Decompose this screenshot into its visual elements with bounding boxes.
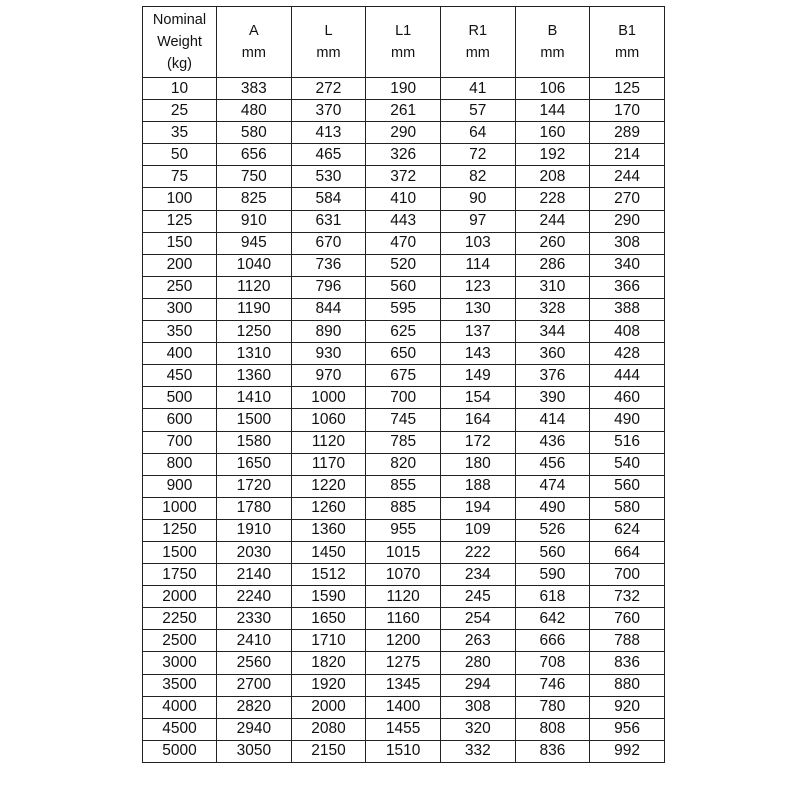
cell-l: 1590 [291,586,366,608]
cell-r1: 90 [440,188,515,210]
cell-a: 750 [217,166,292,188]
cell-r1: 245 [440,586,515,608]
cell-a: 383 [217,78,292,100]
cell-a: 2330 [217,608,292,630]
cell-l1: 855 [366,475,441,497]
cell-nominal-weight: 2000 [143,586,217,608]
cell-a: 580 [217,122,292,144]
cell-b1: 388 [590,298,665,320]
header-col-unit: mm [316,45,341,61]
cell-l1: 372 [366,166,441,188]
cell-b: 160 [515,122,590,144]
cell-l: 970 [291,365,366,387]
cell-a: 2700 [217,674,292,696]
cell-b1: 460 [590,387,665,409]
dimension-table [142,6,665,763]
cell-l1: 326 [366,144,441,166]
cell-b1: 490 [590,409,665,431]
cell-r1: 263 [440,630,515,652]
cell-b1: 540 [590,453,665,475]
cell-nominal-weight: 900 [143,475,217,497]
cell-l: 1450 [291,541,366,563]
cell-nominal-weight: 125 [143,210,217,232]
cell-b: 208 [515,166,590,188]
cell-b: 144 [515,100,590,122]
cell-nominal-weight: 250 [143,276,217,298]
cell-r1: 222 [440,541,515,563]
table-row [143,166,665,188]
table-row [143,674,665,696]
table-row [143,122,665,144]
cell-nominal-weight: 300 [143,298,217,320]
cell-l1: 520 [366,254,441,276]
cell-nominal-weight: 700 [143,431,217,453]
cell-b1: 516 [590,431,665,453]
header-col-name: A [248,23,259,39]
table-row [143,254,665,276]
cell-a: 2820 [217,696,292,718]
cell-b: 286 [515,254,590,276]
cell-l1: 443 [366,210,441,232]
cell-a: 480 [217,100,292,122]
cell-b1: 760 [590,608,665,630]
cell-l1: 470 [366,232,441,254]
cell-b1: 732 [590,586,665,608]
table-row [143,740,665,762]
cell-l: 530 [291,166,366,188]
cell-l1: 745 [366,409,441,431]
cell-l: 2080 [291,718,366,740]
cell-l: 890 [291,321,366,343]
header-col-b [515,7,590,78]
cell-r1: 320 [440,718,515,740]
cell-l: 584 [291,188,366,210]
cell-l1: 410 [366,188,441,210]
table-row [143,630,665,652]
cell-r1: 103 [440,232,515,254]
cell-l1: 955 [366,519,441,541]
cell-a: 1120 [217,276,292,298]
header-col-unit: mm [241,45,266,61]
cell-b: 106 [515,78,590,100]
cell-b1: 366 [590,276,665,298]
cell-a: 2410 [217,630,292,652]
cell-r1: 294 [440,674,515,696]
header-col-name: L1 [395,23,412,39]
cell-b1: 270 [590,188,665,210]
table-body [143,78,665,763]
cell-l: 370 [291,100,366,122]
header-col-unit: mm [391,45,416,61]
cell-b: 360 [515,343,590,365]
cell-b: 414 [515,409,590,431]
cell-l1: 1455 [366,718,441,740]
table-row [143,586,665,608]
cell-nominal-weight: 600 [143,409,217,431]
cell-l: 1710 [291,630,366,652]
cell-l1: 1400 [366,696,441,718]
cell-b1: 244 [590,166,665,188]
cell-b: 746 [515,674,590,696]
cell-l: 2150 [291,740,366,762]
table-row [143,232,665,254]
table-row [143,453,665,475]
header-row [143,7,665,78]
cell-b: 836 [515,740,590,762]
cell-b1: 170 [590,100,665,122]
cell-l1: 1510 [366,740,441,762]
header-col-name: L [324,23,333,39]
cell-a: 1310 [217,343,292,365]
table-row [143,188,665,210]
cell-r1: 332 [440,740,515,762]
cell-b1: 956 [590,718,665,740]
cell-nominal-weight: 150 [143,232,217,254]
cell-l: 631 [291,210,366,232]
cell-b1: 992 [590,740,665,762]
cell-l: 413 [291,122,366,144]
cell-l1: 625 [366,321,441,343]
cell-b1: 444 [590,365,665,387]
cell-nominal-weight: 3000 [143,652,217,674]
cell-b1: 289 [590,122,665,144]
header-col-name: B [547,23,558,39]
cell-a: 2940 [217,718,292,740]
cell-b1: 214 [590,144,665,166]
cell-b: 376 [515,365,590,387]
cell-r1: 234 [440,564,515,586]
cell-b: 642 [515,608,590,630]
cell-r1: 164 [440,409,515,431]
cell-r1: 172 [440,431,515,453]
table-row [143,497,665,519]
cell-l1: 785 [366,431,441,453]
cell-l: 1820 [291,652,366,674]
cell-b: 390 [515,387,590,409]
header-col-unit: mm [465,45,490,61]
header-col-name: B1 [618,23,636,39]
cell-l1: 261 [366,100,441,122]
cell-r1: 72 [440,144,515,166]
header-col-b1 [590,7,665,78]
cell-nominal-weight: 3500 [143,674,217,696]
cell-r1: 82 [440,166,515,188]
cell-l1: 595 [366,298,441,320]
cell-a: 1780 [217,497,292,519]
cell-nominal-weight: 800 [143,453,217,475]
table-row [143,321,665,343]
header-col-r1 [440,7,515,78]
cell-r1: 123 [440,276,515,298]
table-row [143,298,665,320]
cell-a: 1410 [217,387,292,409]
cell-l: 1260 [291,497,366,519]
header-weight-line: Weight [157,34,202,50]
cell-b1: 664 [590,541,665,563]
cell-b: 344 [515,321,590,343]
cell-l1: 700 [366,387,441,409]
cell-l1: 1120 [366,586,441,608]
cell-nominal-weight: 400 [143,343,217,365]
cell-a: 3050 [217,740,292,762]
cell-l: 1170 [291,453,366,475]
cell-nominal-weight: 2500 [143,630,217,652]
cell-r1: 308 [440,696,515,718]
cell-l: 1360 [291,519,366,541]
cell-l1: 885 [366,497,441,519]
header-col-name: R1 [468,23,488,39]
cell-b1: 788 [590,630,665,652]
cell-l: 1650 [291,608,366,630]
cell-b: 490 [515,497,590,519]
table-row [143,276,665,298]
cell-nominal-weight: 200 [143,254,217,276]
header-nominal-weight [143,7,217,78]
cell-b1: 580 [590,497,665,519]
cell-nominal-weight: 10 [143,78,217,100]
cell-a: 945 [217,232,292,254]
cell-a: 1910 [217,519,292,541]
cell-a: 1040 [217,254,292,276]
cell-l1: 1160 [366,608,441,630]
cell-nominal-weight: 1250 [143,519,217,541]
cell-a: 825 [217,188,292,210]
cell-b: 436 [515,431,590,453]
header-col-l [291,7,366,78]
cell-l: 736 [291,254,366,276]
table-row [143,409,665,431]
table-header [143,7,665,78]
header-weight-line: (kg) [167,56,192,72]
cell-b1: 700 [590,564,665,586]
cell-l1: 1070 [366,564,441,586]
cell-nominal-weight: 25 [143,100,217,122]
cell-l: 1120 [291,431,366,453]
cell-r1: 109 [440,519,515,541]
cell-l1: 560 [366,276,441,298]
cell-a: 910 [217,210,292,232]
table-row [143,475,665,497]
cell-r1: 188 [440,475,515,497]
cell-b1: 428 [590,343,665,365]
header-weight-line: Nominal [152,12,207,28]
cell-r1: 41 [440,78,515,100]
cell-a: 1360 [217,365,292,387]
table-row [143,365,665,387]
cell-b: 808 [515,718,590,740]
cell-b: 780 [515,696,590,718]
cell-l1: 290 [366,122,441,144]
cell-b: 456 [515,453,590,475]
cell-l: 1000 [291,387,366,409]
cell-l: 796 [291,276,366,298]
cell-b1: 340 [590,254,665,276]
cell-b1: 624 [590,519,665,541]
header-col-a [217,7,292,78]
cell-nominal-weight: 350 [143,321,217,343]
cell-r1: 143 [440,343,515,365]
cell-r1: 137 [440,321,515,343]
cell-l: 1220 [291,475,366,497]
table-row [143,652,665,674]
cell-r1: 130 [440,298,515,320]
header-col-unit: mm [540,45,565,61]
table-row [143,144,665,166]
table-row [143,387,665,409]
cell-r1: 254 [440,608,515,630]
table-row [143,210,665,232]
table-row [143,343,665,365]
cell-l1: 675 [366,365,441,387]
cell-l1: 820 [366,453,441,475]
cell-b: 474 [515,475,590,497]
cell-r1: 114 [440,254,515,276]
cell-b: 192 [515,144,590,166]
cell-b1: 125 [590,78,665,100]
cell-l: 2000 [291,696,366,718]
cell-nominal-weight: 500 [143,387,217,409]
cell-l: 670 [291,232,366,254]
table-row [143,431,665,453]
cell-l: 930 [291,343,366,365]
cell-a: 1650 [217,453,292,475]
cell-nominal-weight: 1500 [143,541,217,563]
cell-l1: 1345 [366,674,441,696]
cell-b1: 408 [590,321,665,343]
cell-b: 590 [515,564,590,586]
cell-l1: 1275 [366,652,441,674]
cell-b1: 920 [590,696,665,718]
cell-r1: 194 [440,497,515,519]
cell-nominal-weight: 5000 [143,740,217,762]
cell-nominal-weight: 450 [143,365,217,387]
cell-b1: 560 [590,475,665,497]
cell-r1: 57 [440,100,515,122]
cell-r1: 149 [440,365,515,387]
cell-nominal-weight: 1750 [143,564,217,586]
cell-l: 465 [291,144,366,166]
cell-b: 328 [515,298,590,320]
table-row [143,100,665,122]
cell-nominal-weight: 50 [143,144,217,166]
cell-l: 272 [291,78,366,100]
table-row [143,608,665,630]
dimension-table-sheet [142,6,664,763]
cell-r1: 154 [440,387,515,409]
cell-l1: 650 [366,343,441,365]
cell-b: 244 [515,210,590,232]
header-col-l1 [366,7,441,78]
cell-nominal-weight: 4000 [143,696,217,718]
cell-nominal-weight: 1000 [143,497,217,519]
cell-a: 1500 [217,409,292,431]
cell-l1: 190 [366,78,441,100]
cell-b: 310 [515,276,590,298]
header-col-unit: mm [615,45,640,61]
cell-a: 1720 [217,475,292,497]
cell-nominal-weight: 4500 [143,718,217,740]
table-row [143,78,665,100]
cell-r1: 280 [440,652,515,674]
cell-r1: 97 [440,210,515,232]
cell-l: 844 [291,298,366,320]
cell-nominal-weight: 2250 [143,608,217,630]
cell-a: 1250 [217,321,292,343]
cell-a: 2560 [217,652,292,674]
cell-l1: 1015 [366,541,441,563]
cell-a: 2240 [217,586,292,608]
cell-a: 1190 [217,298,292,320]
cell-nominal-weight: 100 [143,188,217,210]
cell-nominal-weight: 35 [143,122,217,144]
cell-r1: 64 [440,122,515,144]
cell-b: 666 [515,630,590,652]
cell-b1: 836 [590,652,665,674]
cell-a: 1580 [217,431,292,453]
table-row [143,696,665,718]
table-row [143,564,665,586]
cell-b: 560 [515,541,590,563]
cell-a: 2030 [217,541,292,563]
cell-b1: 290 [590,210,665,232]
cell-b: 526 [515,519,590,541]
cell-b: 618 [515,586,590,608]
cell-b1: 880 [590,674,665,696]
cell-r1: 180 [440,453,515,475]
cell-a: 656 [217,144,292,166]
table-row [143,519,665,541]
cell-b1: 308 [590,232,665,254]
table-row [143,718,665,740]
cell-a: 2140 [217,564,292,586]
cell-l: 1920 [291,674,366,696]
cell-b: 708 [515,652,590,674]
cell-b: 260 [515,232,590,254]
cell-b: 228 [515,188,590,210]
cell-l1: 1200 [366,630,441,652]
cell-nominal-weight: 75 [143,166,217,188]
cell-l: 1060 [291,409,366,431]
table-row [143,541,665,563]
cell-l: 1512 [291,564,366,586]
